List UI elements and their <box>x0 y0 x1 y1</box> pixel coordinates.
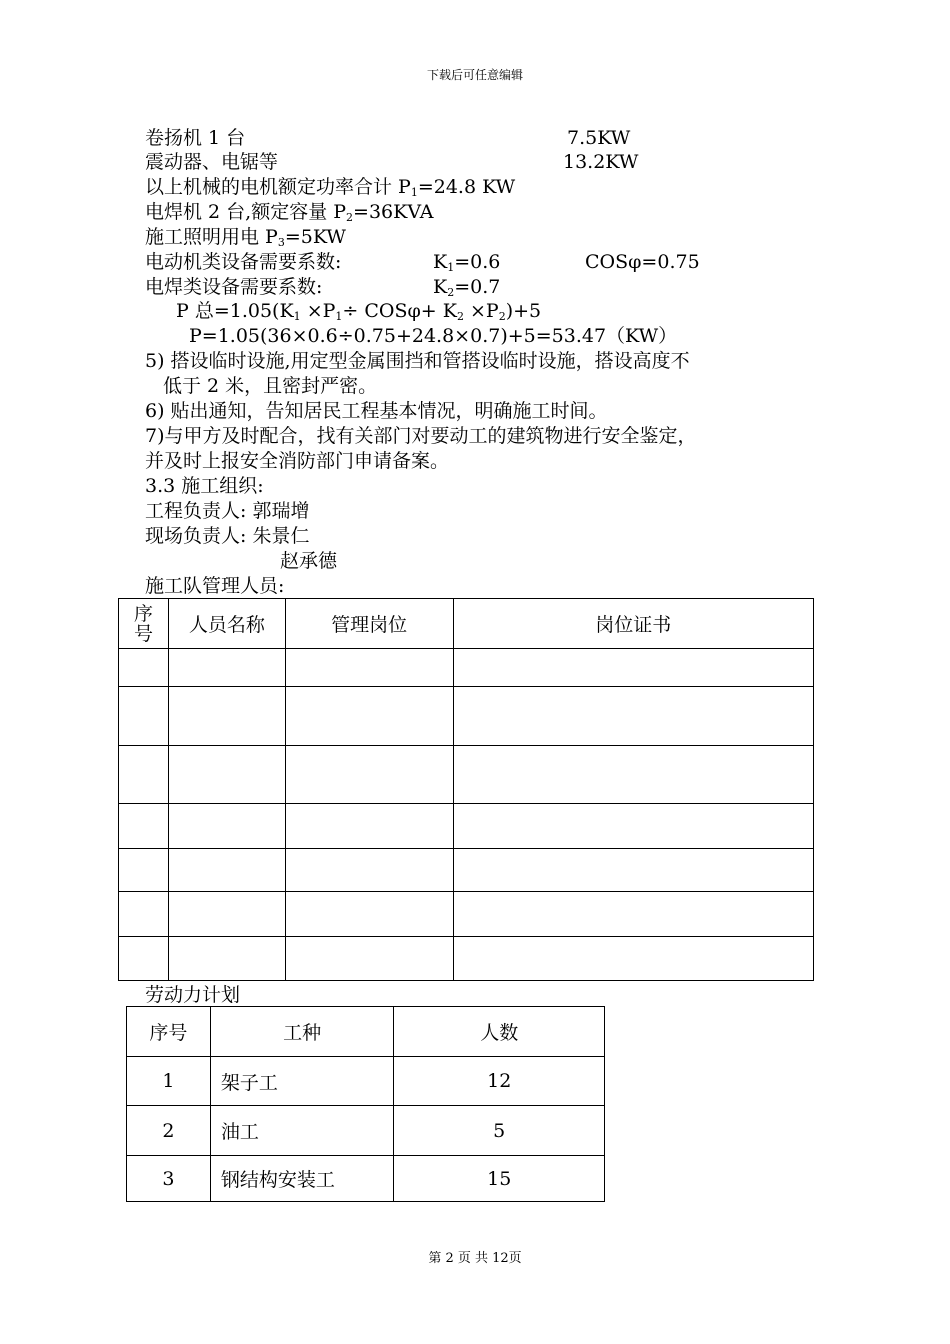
welder-demand-factor: $K_2=0.7$ <box>433 276 501 299</box>
table-row <box>119 649 814 687</box>
cell <box>119 849 169 892</box>
cell <box>285 687 453 746</box>
cell <box>285 746 453 804</box>
cell <box>168 687 285 746</box>
total-motor-power: 以上机械的电机额定功率合计 $P_1=24.8$ KW <box>145 176 516 199</box>
staff-table-header <box>119 599 814 649</box>
cell <box>119 937 169 981</box>
cell <box>119 649 169 687</box>
table-row <box>119 937 814 981</box>
header-index: 序号 <box>127 1007 211 1057</box>
row-count: 12 <box>394 1057 605 1106</box>
table-row <box>127 1156 605 1202</box>
table-row <box>119 687 814 746</box>
cell <box>119 804 169 849</box>
mgmt-staff-label: 施工队管理人员: <box>145 575 285 597</box>
site-lead: 现场负责人: 朱景仁 <box>145 525 310 547</box>
motor-demand-factor: $K_1=0.6$ <box>433 251 501 274</box>
engineering-lead: 工程负责人: 郭瑞增 <box>145 500 310 522</box>
table-row <box>127 1106 605 1156</box>
header-count: 人数 <box>394 1007 605 1057</box>
cell <box>168 937 285 981</box>
cell <box>119 746 169 804</box>
site-lead-2: 赵承德 <box>280 550 338 572</box>
page-header: 下载后可任意编辑 <box>426 68 523 82</box>
formula-result: P=1.05(36×0.6÷0.75+24.8×0.7)+5=53.47（KW） <box>189 325 678 347</box>
formula-total: P 总$=1.05(K_1 \times P_1\div COS\varphi+ K_2 \times P_2)+5$ <box>176 300 542 323</box>
row-trade: 油工 <box>210 1106 394 1156</box>
cell <box>119 892 169 937</box>
cell <box>119 687 169 746</box>
item-7-line1: 7)与甲方及时配合，找有关部门对要动工的建筑物进行安全鉴定， <box>145 425 697 447</box>
machine-vibrator-power: 13.2KW <box>563 151 639 173</box>
motor-demand-factor-label: 电动机类设备需要系数: <box>145 251 342 273</box>
machine-hoist: 卷扬机 1 台 <box>145 127 246 149</box>
labor-table <box>126 1006 605 1202</box>
table-row <box>119 892 814 937</box>
header-position: 管理岗位 <box>285 599 453 649</box>
item-5-line1: 5) 搭设临时设施,用定型金属围挡和管搭设临时设施，搭设高度不 <box>145 350 690 372</box>
cell <box>453 746 813 804</box>
machine-vibrator: 震动器、电锯等 <box>145 151 279 173</box>
welder-capacity: 电焊机 2 台,额定容量 $P_2=36KVA$ <box>145 201 434 224</box>
table-row <box>119 746 814 804</box>
row-count: 15 <box>394 1156 605 1202</box>
item-5-line2: 低于 2 米，且密封严密。 <box>163 375 378 397</box>
cell <box>285 849 453 892</box>
row-count: 5 <box>394 1106 605 1156</box>
machine-hoist-power: 7.5KW <box>567 127 631 149</box>
row-trade: 架子工 <box>210 1057 394 1106</box>
staff-table <box>118 598 814 981</box>
header-certificate: 岗位证书 <box>453 599 813 649</box>
cell <box>168 804 285 849</box>
row-index: 2 <box>127 1106 211 1156</box>
table-row <box>127 1057 605 1106</box>
header-trade: 工种 <box>210 1007 394 1057</box>
item-7-line2: 并及时上报安全消防部门申请备案。 <box>145 450 450 472</box>
cell <box>168 892 285 937</box>
header-name: 人员名称 <box>168 599 285 649</box>
cell <box>285 804 453 849</box>
welder-demand-factor-label: 电焊类设备需要系数: <box>145 276 323 298</box>
row-index: 3 <box>127 1156 211 1202</box>
table-row <box>119 849 814 892</box>
row-trade: 钢结构安装工 <box>210 1156 394 1202</box>
cell <box>168 649 285 687</box>
cell <box>453 937 813 981</box>
cell <box>285 892 453 937</box>
header-index: 序号 <box>119 599 169 649</box>
lighting-power: 施工照明用电 $P_3=5KW$ <box>145 226 346 249</box>
cell <box>453 849 813 892</box>
page-footer: 第 2 页 共 12页 <box>428 1251 522 1266</box>
cell <box>168 746 285 804</box>
section-3-3: 3.3 施工组织: <box>145 475 264 497</box>
row-index: 1 <box>127 1057 211 1106</box>
cell <box>453 892 813 937</box>
table-row <box>119 804 814 849</box>
item-6: 6) 贴出通知，告知居民工程基本情况，明确施工时间。 <box>145 400 608 422</box>
labor-plan-title: 劳动力计划 <box>145 984 241 1006</box>
cell <box>285 649 453 687</box>
cell <box>453 687 813 746</box>
cell <box>453 804 813 849</box>
cell <box>453 649 813 687</box>
labor-table-header <box>127 1007 605 1057</box>
cell <box>168 849 285 892</box>
power-factor: COSφ=0.75 <box>585 251 700 273</box>
cell <box>285 937 453 981</box>
